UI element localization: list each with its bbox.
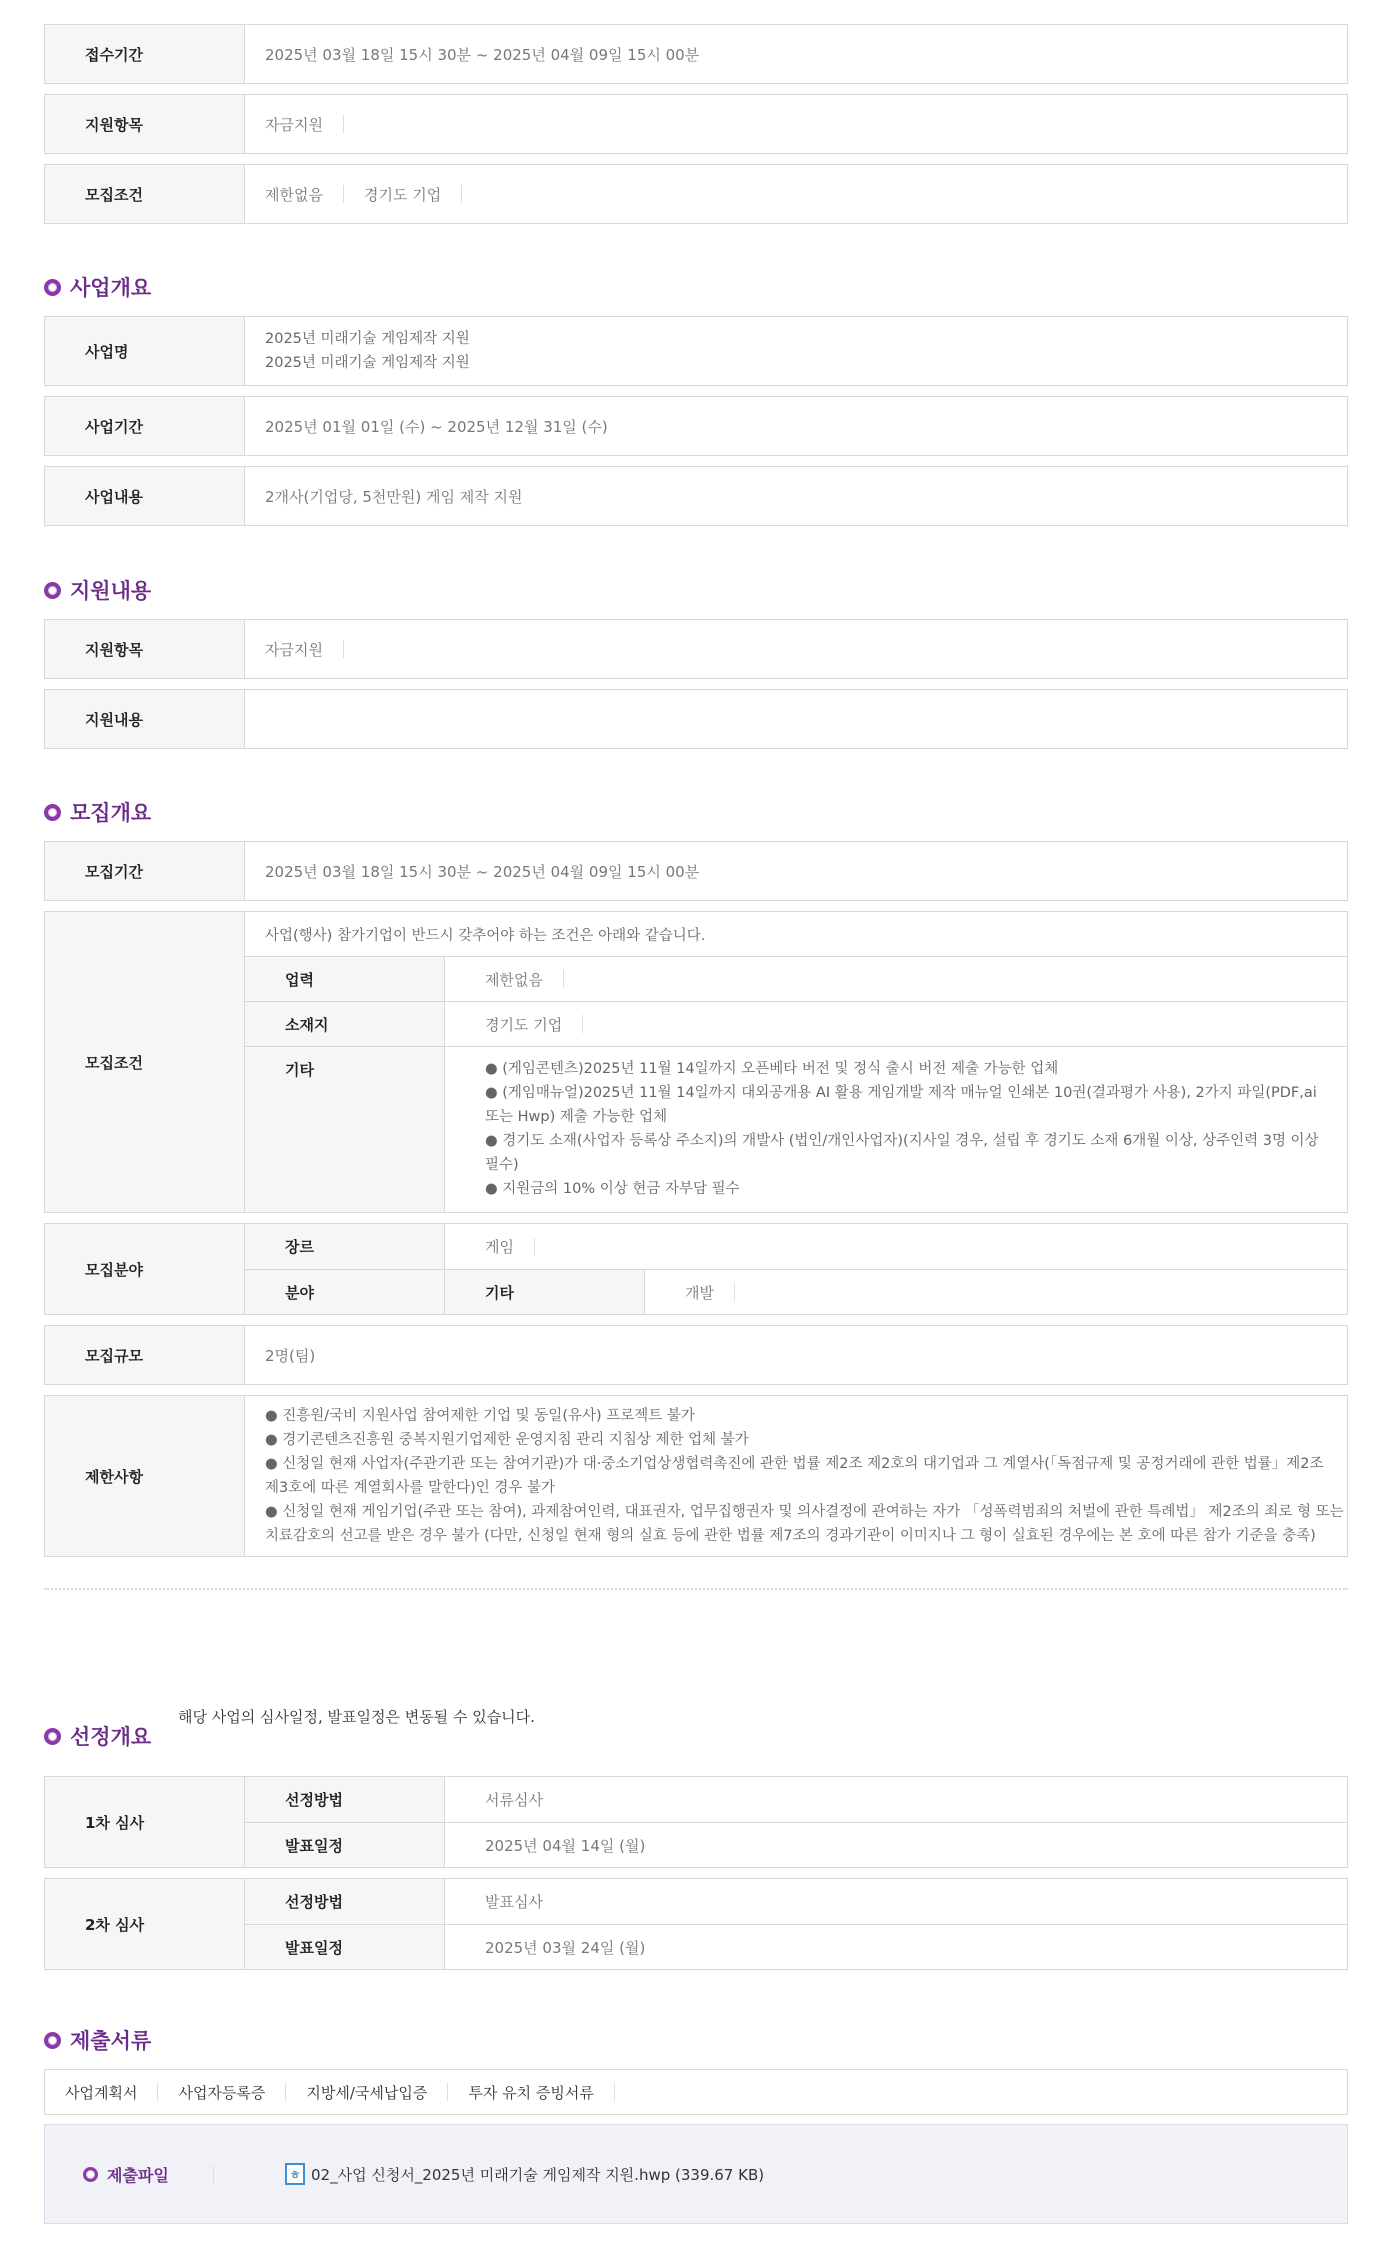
restriction-line: ● 진흥원/국비 지원사업 참여제한 기업 및 동일(유사) 프로젝트 불가 (265, 1408, 695, 1424)
support-item-row (44, 94, 1348, 154)
restriction-line: ● 신청일 현재 게임기업(주관 또는 참여), 과제참여인력, 대표권자, 업무집행권자 및 의사결정에 관여하는 자가 「성폭력범죄의 처벌에 관한 특례법」 제2조의 죄로 형 또는 (265, 1504, 1344, 1520)
circle-bullet-icon (44, 804, 61, 821)
genre-value: 게임 (485, 1238, 514, 1256)
round1-date-label: 발표일정 (245, 1823, 445, 1867)
round1-method-value: 서류심사 (485, 1791, 543, 1809)
recruit-scale-label: 모집규모 (45, 1326, 245, 1384)
round2-method-value: 발표심사 (485, 1893, 543, 1911)
divider (461, 185, 462, 203)
round2-date-value: 2025년 03월 24일 (월) (485, 1938, 646, 1957)
etc-line: ● 지원금의 10% 이상 현금 자부담 필수 (485, 1181, 740, 1197)
round1-block (44, 1776, 1348, 1868)
attachment-label-group (83, 2163, 234, 2186)
circle-bullet-icon (44, 582, 61, 599)
etc-line: ● (게임매뉴얼)2025년 11월 14일까지 대외공개용 AI 활용 게임개발 제작 매뉴얼 인쇄본 10권(결과평가 사용), 2가지 파일(PDF,ai (485, 1085, 1317, 1101)
divider (343, 185, 344, 203)
area-sub-label: 기타 (445, 1270, 645, 1314)
support-item-label: 지원항목 (45, 95, 245, 153)
divider (157, 2083, 158, 2101)
restrictions-row (44, 1395, 1348, 1557)
career-value: 제한없음 (485, 970, 543, 989)
circle-bullet-icon (44, 1728, 61, 1745)
attachment-file-link[interactable] (285, 2163, 764, 2185)
recruit-period-row (44, 841, 1348, 901)
recruit-condition-label: 모집조건 (45, 165, 245, 223)
recruit-condition-label: 모집조건 (45, 912, 245, 1212)
section-heading-support (44, 575, 151, 605)
hwp-file-icon: ㅎ (285, 2163, 305, 2185)
business-name-line: 2025년 미래기술 게임제작 지원 (265, 331, 470, 347)
round2-date-label: 발표일정 (245, 1925, 445, 1969)
round2-label: 2차 심사 (45, 1879, 245, 1969)
support-item-value: 자금지원 (265, 115, 323, 134)
dotted-divider (44, 1588, 1348, 1590)
recruit-scale-row (44, 1325, 1348, 1385)
etc-line: 필수) (485, 1157, 519, 1173)
condition-intro: 사업(행사) 참가기업이 반드시 갖추어야 하는 조건은 아래와 같습니다. (265, 927, 706, 944)
schedule-notice: 해당 사업의 심사일정, 발표일정은 변동될 수 있습니다. (178, 1708, 535, 1726)
area-label: 분야 (245, 1270, 445, 1314)
location-label: 소재지 (245, 1002, 445, 1046)
recruit-condition-block (44, 911, 1348, 1213)
round1-date-value: 2025년 04월 14일 (월) (485, 1836, 646, 1855)
round1-label: 1차 심사 (45, 1777, 245, 1867)
condition-value: 경기도 기업 (363, 185, 442, 204)
attachment-file-name[interactable]: 02_사업 신청서_2025년 미래기술 게임제작 지원.hwp (339.67 KB) (311, 2165, 765, 2184)
divider (534, 1238, 535, 1256)
document-item: 투자 유치 증빙서류 (468, 2083, 594, 2102)
business-period-label: 사업기간 (45, 397, 245, 455)
business-period-row (44, 396, 1348, 456)
restriction-line: ● 신청일 현재 사업자(주관기관 또는 참여기관)가 대·중소기업상생협력촉진에 관한 법률 제2조 제2호의 대기업과 그 계열사(「독점규제 및 공정거래에 관한 법률」제2조 (265, 1456, 1324, 1472)
location-value: 경기도 기업 (485, 1015, 563, 1034)
attachment-label: 제출파일 (107, 2166, 169, 2185)
circle-bullet-icon (83, 2167, 98, 2182)
etc-label: 기타 (245, 1047, 445, 1212)
section-title: 모집개요 (70, 801, 152, 825)
divider (614, 2083, 615, 2101)
business-content-value: 2개사(기업당, 5천만원) 게임 제작 지원 (265, 487, 523, 506)
divider (447, 2083, 448, 2101)
business-name-line: 2025년 미래기술 게임제작 지원 (265, 355, 470, 371)
business-period-value: 2025년 01월 01일 (수) ~ 2025년 12월 31일 (수) (265, 417, 608, 436)
support-content-value (245, 690, 1347, 748)
recruit-scale-value: 2명(팀) (265, 1346, 316, 1365)
circle-bullet-icon (44, 2032, 61, 2049)
support-content-row (44, 689, 1348, 749)
section-heading-selection (44, 1721, 151, 1751)
business-name-row (44, 316, 1348, 386)
divider (734, 1283, 735, 1301)
support-item-label: 지원항목 (45, 620, 245, 678)
career-label: 업력 (245, 957, 445, 1001)
section-title: 지원내용 (70, 579, 152, 603)
recruit-period-label: 모집기간 (45, 842, 245, 900)
condition-value: 제한없음 (265, 185, 323, 204)
recruit-field-block (44, 1223, 1348, 1315)
area-value: 개발 (685, 1283, 714, 1302)
section-title: 사업개요 (70, 276, 152, 300)
recruit-field-label: 모집분야 (45, 1224, 245, 1314)
genre-label: 장르 (245, 1224, 445, 1269)
section-heading-overview (44, 272, 151, 302)
support-item-value: 자금지원 (265, 640, 323, 659)
reception-period-row (44, 24, 1348, 84)
document-item: 사업계획서 (65, 2083, 138, 2102)
divider (343, 115, 344, 133)
restriction-line: 제3호에 따른 계열회사를 말한다)인 경우 불가 (265, 1480, 556, 1496)
circle-bullet-icon (44, 279, 61, 296)
round2-method-label: 선정방법 (245, 1879, 445, 1924)
document-list (44, 2069, 1348, 2115)
business-content-label: 사업내용 (45, 467, 245, 525)
attachment-box (44, 2124, 1348, 2224)
divider (343, 640, 344, 658)
reception-period-value: 2025년 03월 18일 15시 30분 ~ 2025년 04월 09일 15시 00분 (265, 45, 700, 64)
divider (213, 2166, 214, 2184)
business-content-row (44, 466, 1348, 526)
restrictions-label: 제한사항 (45, 1396, 245, 1556)
business-name-label: 사업명 (45, 317, 245, 385)
document-item: 사업자등록증 (178, 2083, 266, 2102)
support-item-row-2 (44, 619, 1348, 679)
section-heading-documents (44, 2025, 151, 2055)
etc-line: 또는 Hwp) 제출 가능한 업체 (485, 1109, 668, 1125)
section-title: 제출서류 (70, 2029, 152, 2053)
support-content-label: 지원내용 (45, 690, 245, 748)
document-item: 지방세/국세납입증 (306, 2083, 428, 2102)
divider (563, 970, 564, 988)
divider (582, 1015, 583, 1033)
divider (285, 2083, 286, 2101)
restriction-line: 치료감호의 선고를 받은 경우 불가 (다만, 신청일 현재 형의 실효 등에 관한 법률 제7조의 경과기관이 이미지나 그 형이 실효된 경우에는 본 호에 따른 참가 기준을 충족) (265, 1528, 1316, 1544)
reception-period-label: 접수기간 (45, 25, 245, 83)
recruit-condition-row (44, 164, 1348, 224)
round1-method-label: 선정방법 (245, 1777, 445, 1822)
etc-line: ● (게임콘텐츠)2025년 11월 14일까지 오픈베타 버전 및 정식 출시 버전 제출 가능한 업체 (485, 1061, 1059, 1077)
round2-block (44, 1878, 1348, 1970)
restriction-line: ● 경기콘텐츠진흥원 중복지원기업제한 운영지침 관리 지침상 제한 업체 불가 (265, 1432, 749, 1448)
etc-line: ● 경기도 소재(사업자 등록상 주소지)의 개발사 (법인/개인사업자)(지사일 경우, 설립 후 경기도 소재 6개월 이상, 상주인력 3명 이상 (485, 1133, 1319, 1149)
recruit-period-value: 2025년 03월 18일 15시 30분 ~ 2025년 04월 09일 15시 00분 (265, 862, 700, 881)
section-title: 선정개요 (70, 1725, 152, 1749)
section-heading-recruit (44, 797, 151, 827)
